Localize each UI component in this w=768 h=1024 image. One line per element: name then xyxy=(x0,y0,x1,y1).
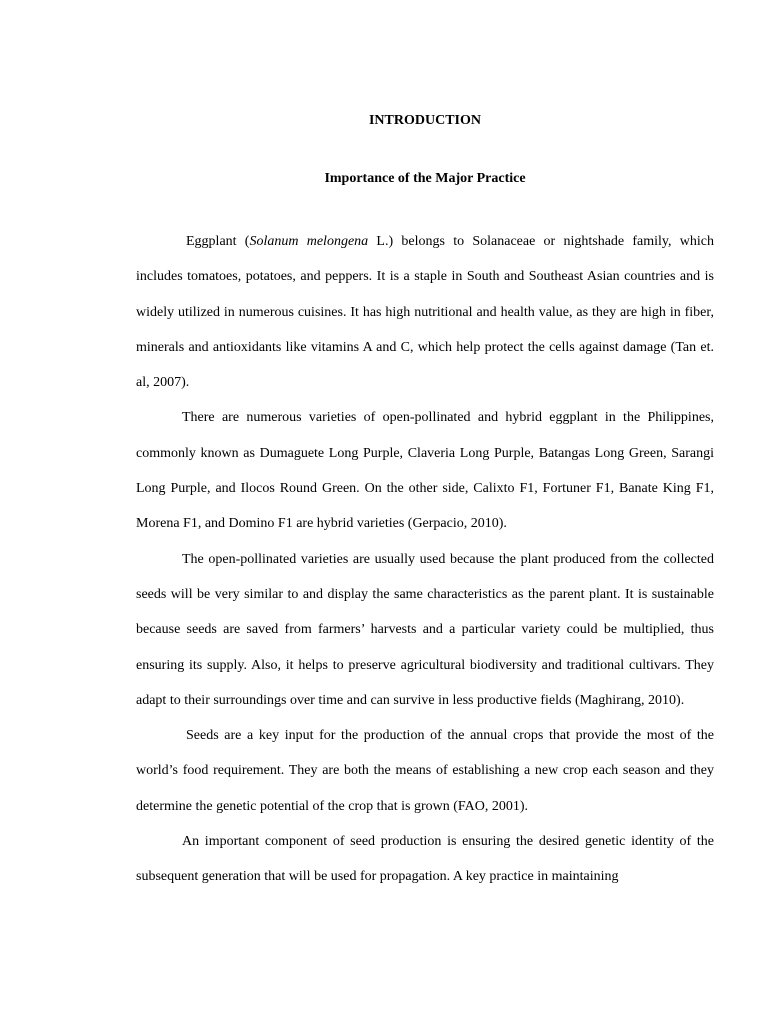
page-heading: INTRODUCTION xyxy=(368,113,481,128)
paragraph-open-pollinated: The open-pollinated varieties are usually used because the plant produced from the collected seeds will be very similar to and display the same characteristics as the parent plant. It is sustainable because seeds are saved from farmers’ harvests and a particular variety could be multiplied, thus ensuring its supply. Also, it helps to preserve agricultural biodiversity and traditional cultivars. They adapt to their surroundings over time and can survive in less productive fields (Maghirang, 2010). xyxy=(136,551,714,708)
paragraph-text: L.) belongs to Solanaceae or nightshade family, which includes tomatoes, potatoes, and peppers. It is a staple in South and Southeast Asian countries and is widely utilized in numerous cuisines. It has high nutritional and health value, as they are high in fiber, minerals and antioxidants like vitamins A and C, which help protect the cells against damage (Tan et. al, 2007). xyxy=(136,234,714,391)
paragraph-eggplant xyxy=(136,224,714,400)
section-subheading: Importance of the Major Practice xyxy=(324,171,526,186)
paragraph-text: Eggplant ( xyxy=(186,234,250,249)
paragraph-seeds: Seeds are a key input for the production of the annual crops that provide the most of the world’s food requirement. They are both the means of establishing a new crop each season and they determine the genetic potential of the crop that is grown (FAO, 2001). xyxy=(136,728,714,814)
body-text xyxy=(136,224,714,895)
paragraph-seed-production: An important component of seed production is ensuring the desired genetic identity of the subsequent generation that will be used for propagation. A key practice in maintaining xyxy=(136,834,714,885)
scientific-name: Solanum melongena xyxy=(249,234,369,249)
paragraph-varieties: There are numerous varieties of open-pollinated and hybrid eggplant in the Philippines, commonly known as Dumaguete Long Purple, Claveria Long Purple, Batangas Long Green, Sarangi Long Purple, and Ilocos Round Green. On the other side, Calixto F1, Fortuner F1, Banate King F1, Morena F1, and Domino F1 are hybrid varieties (Gerpacio, 2010). xyxy=(136,410,714,532)
